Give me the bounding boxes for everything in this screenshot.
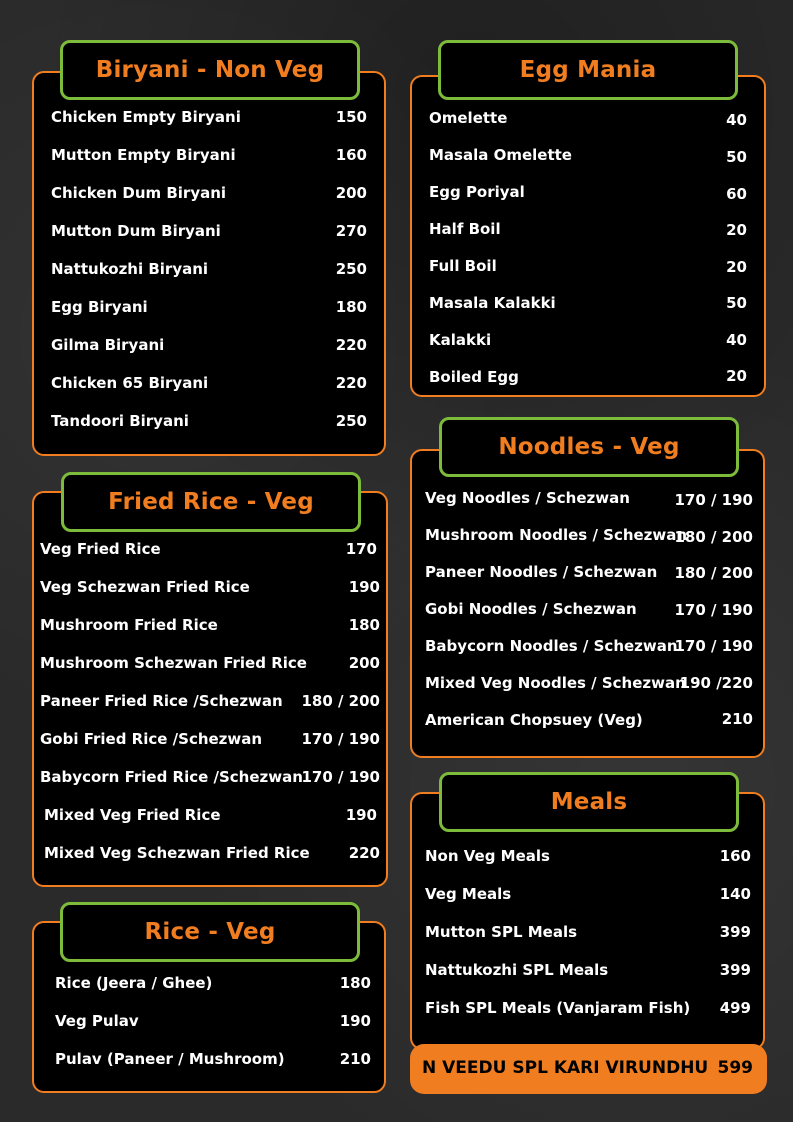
item-name: American Chopsuey (Veg) <box>425 711 643 729</box>
item-price: 160 <box>335 146 367 164</box>
item-price: 250 <box>335 260 367 278</box>
item-name: Mixed Veg Schezwan Fried Rice <box>44 844 310 862</box>
item-name: Veg Meals <box>425 885 512 903</box>
item-price: 210 <box>721 710 753 728</box>
item-price: 250 <box>335 412 367 430</box>
item-price: 190 <box>339 1012 371 1030</box>
item-price: 170 / 190 <box>674 601 753 619</box>
item-name: Mutton SPL Meals <box>425 923 578 941</box>
item-price: 190 <box>345 806 377 824</box>
item-price: 190 <box>348 578 380 596</box>
item-price: 170 / 190 <box>674 637 753 655</box>
item-price: 399 <box>719 961 751 979</box>
item-name: Fish SPL Meals (Vanjaram Fish) <box>425 999 691 1017</box>
item-name: Half Boil <box>429 220 501 238</box>
item-price: 220 <box>335 336 367 354</box>
item-price: 180 <box>339 974 371 992</box>
item-name: Gobi Fried Rice /Schezwan <box>40 730 263 748</box>
item-name: Egg Poriyal <box>429 183 525 201</box>
item-price: 200 <box>348 654 380 672</box>
item-name: Chicken Dum Biryani <box>51 184 227 202</box>
item-price: 499 <box>719 999 751 1017</box>
item-price: 40 <box>726 331 747 349</box>
item-name: Masala Kalakki <box>429 294 556 312</box>
item-name: Nattukozhi SPL Meals <box>425 961 609 979</box>
item-price: 270 <box>335 222 367 240</box>
item-name: Egg Biryani <box>51 298 148 316</box>
item-name: Masala Omelette <box>429 146 572 164</box>
item-name: Veg Fried Rice <box>40 540 161 558</box>
egg-title: Egg Mania <box>438 40 738 100</box>
item-price: 180 / 200 <box>674 528 753 546</box>
item-price: 170 / 190 <box>301 768 380 786</box>
item-price: 170 / 190 <box>674 491 753 509</box>
item-name: Veg Noodles / Schezwan <box>425 489 630 507</box>
item-name: Mushroom Noodles / Schezwan <box>425 526 688 544</box>
item-name: Paneer Noodles / Schezwan <box>425 563 658 581</box>
item-price: 60 <box>726 185 747 203</box>
item-name: Boiled Egg <box>429 368 519 386</box>
item-name: Mixed Veg Noodles / Schezwan <box>425 674 686 692</box>
item-name: Mushroom Schezwan Fried Rice <box>40 654 307 672</box>
item-name: Gobi Noodles / Schezwan <box>425 600 637 618</box>
item-price: 140 <box>719 885 751 903</box>
item-name: Non Veg Meals <box>425 847 550 865</box>
item-price: 200 <box>335 184 367 202</box>
item-price: 170 / 190 <box>301 730 380 748</box>
item-name: Mixed Veg Fried Rice <box>44 806 221 824</box>
item-name: Kalakki <box>429 331 492 349</box>
item-price: 160 <box>719 847 751 865</box>
item-name: Veg Schezwan Fried Rice <box>40 578 250 596</box>
special-offer-banner <box>410 1044 767 1094</box>
item-price: 220 <box>335 374 367 392</box>
item-name: Mutton Dum Biryani <box>51 222 221 240</box>
item-price: 50 <box>726 148 747 166</box>
item-price: 20 <box>726 367 747 385</box>
noodles-title: Noodles - Veg <box>439 417 739 477</box>
item-name: Mutton Empty Biryani <box>51 146 236 164</box>
item-price: 180 / 200 <box>674 564 753 582</box>
item-name: Pulav (Paneer / Mushroom) <box>55 1050 285 1068</box>
special-item-name: N VEEDU SPL KARI VIRUNDHU <box>422 1058 709 1078</box>
item-price: 170 <box>345 540 377 558</box>
rice-title: Rice - Veg <box>60 902 360 962</box>
item-name: Veg Pulav <box>55 1012 139 1030</box>
item-name: Omelette <box>429 109 508 127</box>
special-item-price: 599 <box>717 1058 753 1078</box>
item-price: 399 <box>719 923 751 941</box>
item-price: 220 <box>348 844 380 862</box>
item-price: 180 / 200 <box>301 692 380 710</box>
meals-title: Meals <box>439 772 739 832</box>
item-name: Gilma Biryani <box>51 336 165 354</box>
item-name: Paneer Fried Rice /Schezwan <box>40 692 283 710</box>
item-price: 50 <box>726 294 747 312</box>
item-price: 190 /220 <box>679 674 753 692</box>
item-price: 20 <box>726 221 747 239</box>
item-price: 180 <box>335 298 367 316</box>
item-name: Tandoori Biryani <box>51 412 189 430</box>
item-name: Babycorn Noodles / Schezwan <box>425 637 678 655</box>
item-name: Chicken 65 Biryani <box>51 374 209 392</box>
item-name: Full Boil <box>429 257 497 275</box>
item-name: Mushroom Fried Rice <box>40 616 218 634</box>
friedrice-title: Fried Rice - Veg <box>61 472 361 532</box>
biryani-title: Biryani - Non Veg <box>60 40 360 100</box>
item-price: 180 <box>348 616 380 634</box>
item-name: Nattukozhi Biryani <box>51 260 209 278</box>
item-price: 40 <box>726 111 747 129</box>
item-price: 20 <box>726 258 747 276</box>
item-name: Rice (Jeera / Ghee) <box>55 974 213 992</box>
item-name: Babycorn Fried Rice /Schezwan <box>40 768 303 786</box>
item-price: 210 <box>339 1050 371 1068</box>
item-name: Chicken Empty Biryani <box>51 108 241 126</box>
item-price: 150 <box>335 108 367 126</box>
